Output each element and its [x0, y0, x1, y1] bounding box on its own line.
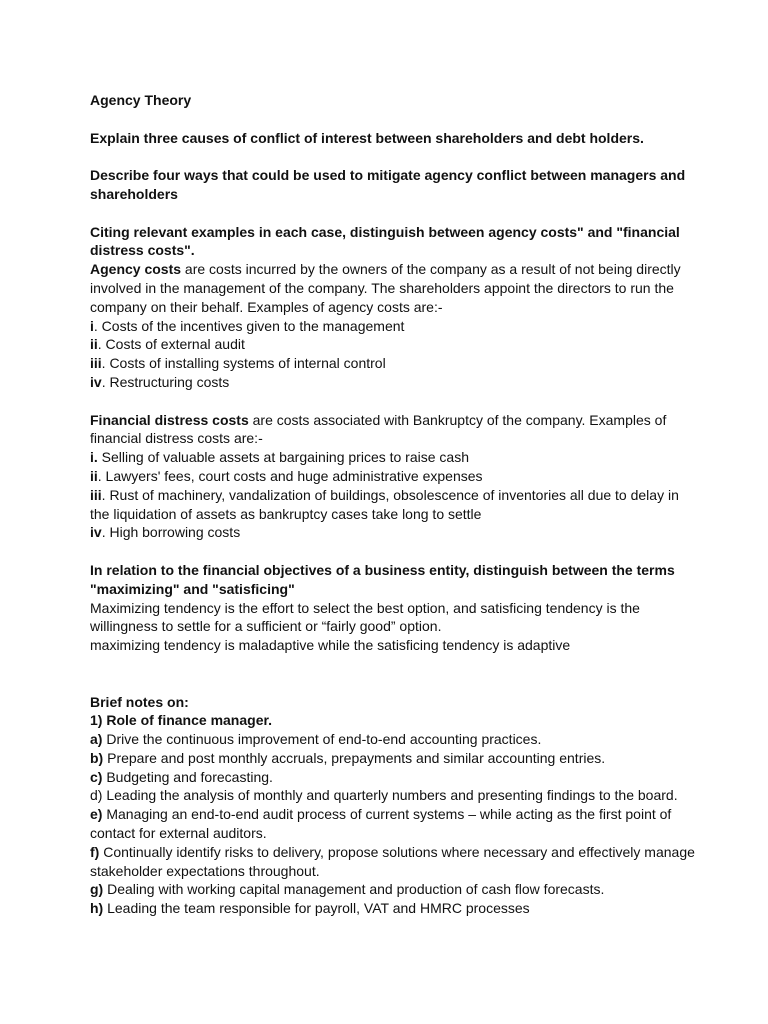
- distress-cost-item: ii. Lawyers' fees, court costs and huge administrative expenses: [90, 467, 483, 484]
- agency-cost-item: iii. Costs of installing systems of internal control: [90, 355, 386, 372]
- spacer: [90, 147, 698, 166]
- question-1: Explain three causes of conflict of interest between shareholders and debt holders.: [90, 129, 644, 146]
- finance-role-item: e) Managing an end-to-end audit process of current systems – while acting as the first point of contact for external auditors.: [90, 806, 672, 842]
- finance-role-item: a) Drive the continuous improvement of end-to-end accounting practices.: [90, 731, 542, 748]
- spacer: [90, 204, 698, 223]
- finance-role-item: g) Dealing with working capital management and production of cash flow forecasts.: [90, 881, 605, 898]
- maximizing-satisficing-text: Maximizing tendency is the effort to select the best option, and satisficing tendency is the willingness to settle for a sufficient or “fairly good” option.: [90, 599, 640, 635]
- finance-role-item: b) Prepare and post monthly accruals, prepayments and similar accounting entries.: [90, 749, 606, 766]
- finance-role-item: d) Leading the analysis of monthly and quarterly numbers and presenting findings to the board.: [90, 787, 678, 804]
- agency-costs-definition: Agency costs are costs incurred by the owners of the company as a result of not being directly involved in the management of the company. The shareholders appoint the directors to run the company on their behalf. Examples of agency costs are:-: [90, 261, 681, 315]
- spacer: [90, 655, 698, 693]
- spacer: [90, 392, 698, 411]
- financial-distress-definition: Financial distress costs are costs associated with Bankruptcy of the company. Examples of financial distress costs are:-: [90, 411, 667, 447]
- document-title: Agency Theory: [90, 92, 192, 108]
- distress-cost-item: i. Selling of valuable assets at bargaining prices to raise cash: [90, 449, 469, 466]
- distress-cost-item: iii. Rust of machinery, vandalization of buildings, obsolescence of inventories all due to delay in the liquidation of assets as bankruptcy cases take long to settle: [90, 486, 679, 522]
- notes-subheading: 1) Role of finance manager.: [90, 712, 273, 729]
- distress-cost-item: iv. High borrowing costs: [90, 524, 241, 541]
- spacer: [90, 542, 698, 561]
- agency-cost-item: iv. Restructuring costs: [90, 373, 230, 390]
- notes-heading: Brief notes on:: [90, 693, 189, 710]
- question-3: Citing relevant examples in each case, distinguish between agency costs" and "financial distress costs".: [90, 223, 680, 259]
- question-4: In relation to the financial objectives of a business entity, distinguish between the terms "maximizing" and "satisficing": [90, 561, 675, 597]
- finance-role-item: f) Continually identify risks to delivery, propose solutions where necessary and effectively manage stakeholder expectations throughout.: [90, 843, 695, 879]
- spacer: [90, 110, 698, 129]
- agency-cost-item: i. Costs of the incentives given to the management: [90, 317, 405, 334]
- maximizing-satisficing-text: maximizing tendency is maladaptive while the satisficing tendency is adaptive: [90, 637, 571, 654]
- finance-role-item: h) Leading the team responsible for payroll, VAT and HMRC processes: [90, 900, 530, 917]
- finance-role-item: c) Budgeting and forecasting.: [90, 768, 273, 785]
- agency-cost-item: ii. Costs of external audit: [90, 336, 245, 353]
- question-2: Describe four ways that could be used to mitigate agency conflict between managers and shareholders: [90, 167, 686, 202]
